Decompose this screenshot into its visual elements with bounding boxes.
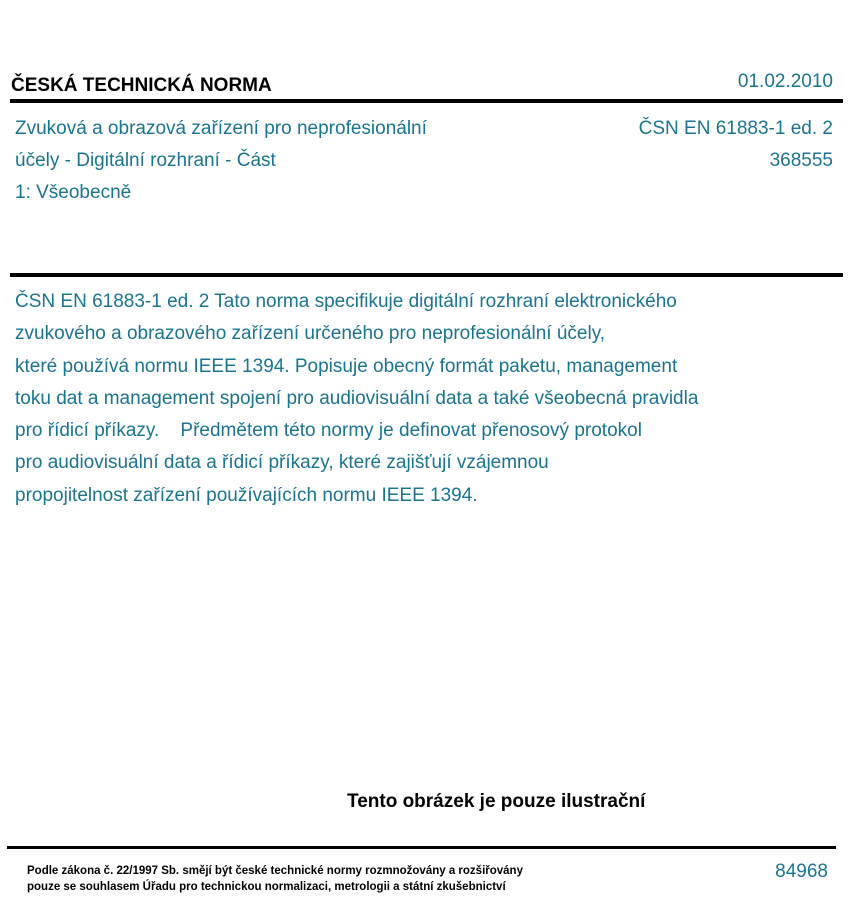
- header-divider: [10, 99, 843, 103]
- legal-notice-line: pouze se souhlasem Úřadu pro technickou normalizaci, metrologii a státní zkušebnictví: [27, 881, 506, 893]
- abstract-line: propojitelnost zařízení používajících normu IEEE 1394.: [15, 484, 478, 506]
- legal-notice: [27, 863, 523, 895]
- document-type-heading: ČESKÁ TECHNICKÁ NORMA: [11, 75, 272, 96]
- abstract-line: toku dat a management spojení pro audiovisuální data a také všeobecná pravidla: [15, 387, 699, 409]
- standard-identifiers: [639, 113, 833, 177]
- standard-code: ČSN EN 61883-1 ed. 2: [638, 118, 833, 139]
- footer-divider: [7, 846, 836, 849]
- standard-title-line: účely - Digitální rozhraní - Část: [15, 150, 276, 171]
- abstract-line: zvukového a obrazového zařízení určeného pro neprofesionální účely,: [15, 323, 606, 345]
- abstract-line: pro řídicí příkazy. Předmětem této normy je definovat přenosový protokol: [15, 420, 642, 442]
- standard-title-line: Zvuková a obrazová zařízení pro neprofesionální: [15, 118, 427, 139]
- abstract-line: pro audiovisuální data a řídicí příkazy, které zajišťují vzájemnou: [15, 452, 549, 474]
- standard-abstract: [15, 286, 835, 512]
- legal-notice-line: Podle zákona č. 22/1997 Sb. smějí být české technické normy rozmnožovány a rozšiřovány: [27, 865, 523, 877]
- illustration-disclaimer: Tento obrázek je pouze ilustrační: [347, 791, 646, 812]
- classification-number: 368555: [769, 150, 833, 171]
- section-divider: [10, 273, 843, 277]
- abstract-line: které používá normu IEEE 1394. Popisuje obecný formát paketu, management: [15, 355, 678, 377]
- publication-date: 01.02.2010: [737, 71, 833, 92]
- standard-title-line: 1: Všeobecně: [15, 182, 132, 203]
- standard-title: [15, 113, 505, 209]
- document-number: 84968: [775, 861, 828, 882]
- abstract-line: ČSN EN 61883-1 ed. 2 Tato norma specifikuje digitální rozhraní elektronického: [15, 291, 677, 312]
